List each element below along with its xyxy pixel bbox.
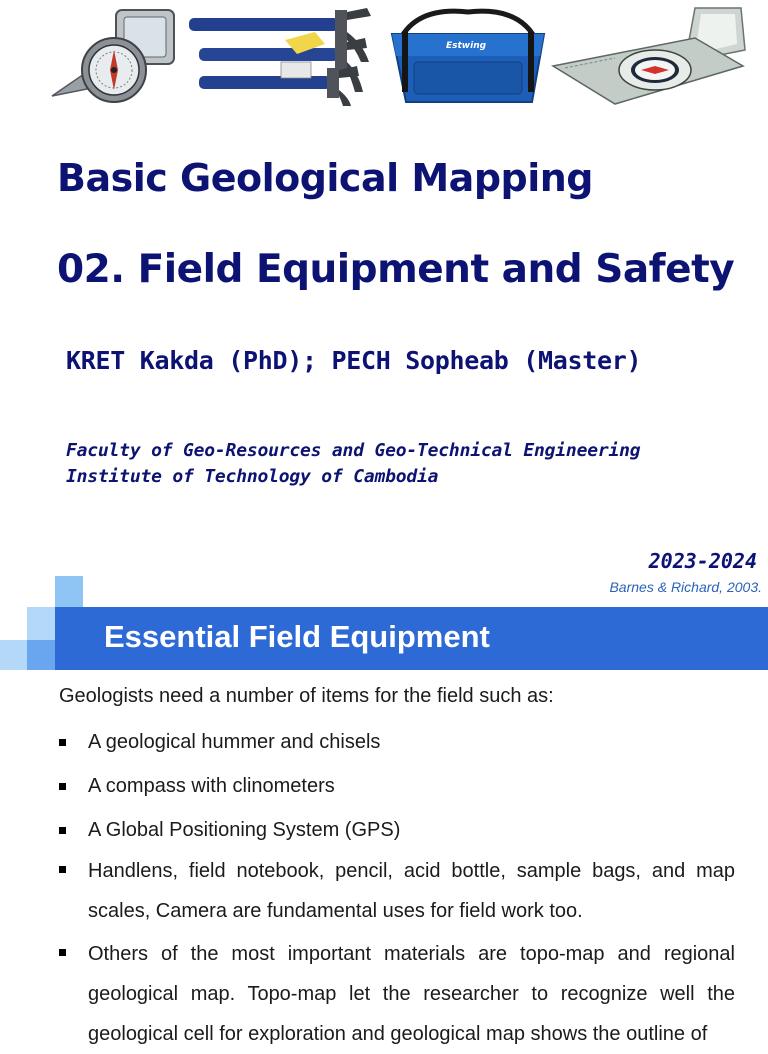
presentation-subtitle: 02. Field Equipment and Safety xyxy=(57,247,735,292)
decorative-square xyxy=(55,576,83,607)
list-item-text: A geological hummer and chisels xyxy=(88,731,381,753)
decorative-square xyxy=(27,607,55,640)
bullet-square-icon xyxy=(59,827,66,834)
section-title: Essential Field Equipment xyxy=(104,619,490,654)
section-header-bar xyxy=(55,607,768,670)
affiliation-institute: Institute of Technology of Cambodia xyxy=(66,466,439,487)
presentation-title: Basic Geological Mapping xyxy=(57,156,593,200)
citation: Barnes & Richard, 2003. xyxy=(609,579,762,595)
intro-text: Geologists need a number of items for the field such as: xyxy=(59,685,554,707)
list-item-text: Handlens, field notebook, pencil, acid bottle, sample bags, and map scales, Camera are fundamental uses for field work too. xyxy=(88,860,735,922)
content-slide xyxy=(0,576,768,1045)
bullet-square-icon xyxy=(59,949,66,956)
field-bag-image xyxy=(384,4,552,108)
list-item xyxy=(59,816,735,844)
academic-year: 2023-2024 xyxy=(648,549,757,573)
compass-clinometer-image xyxy=(44,4,184,108)
authors: KRET Kakda (PhD); PECH Sopheab (Master) xyxy=(66,346,642,375)
list-item-text: A Global Positioning System (GPS) xyxy=(88,819,401,841)
bag-brand-label: Estwing xyxy=(446,41,487,51)
geological-hammers-image xyxy=(185,4,375,108)
list-item xyxy=(59,772,735,800)
list-item xyxy=(59,728,735,756)
decorative-square xyxy=(0,640,27,670)
list-item-text: Others of the most important materials are topo-map and regional geological map. Topo-map let the researcher to recognize well the geological cell for exploration and geological map shows the outline of xyxy=(88,943,735,1045)
list-item xyxy=(59,851,735,931)
bullet-square-icon xyxy=(59,783,66,790)
bullet-square-icon xyxy=(59,866,66,873)
affiliation-faculty: Faculty of Geo-Resources and Geo-Technical Engineering xyxy=(66,440,641,461)
decorative-square xyxy=(27,640,55,670)
bullet-square-icon xyxy=(59,739,66,746)
mirror-compass-image xyxy=(545,4,751,108)
equipment-image-strip xyxy=(0,0,768,112)
list-item xyxy=(59,934,735,1054)
list-item-text: A compass with clinometers xyxy=(88,775,335,797)
